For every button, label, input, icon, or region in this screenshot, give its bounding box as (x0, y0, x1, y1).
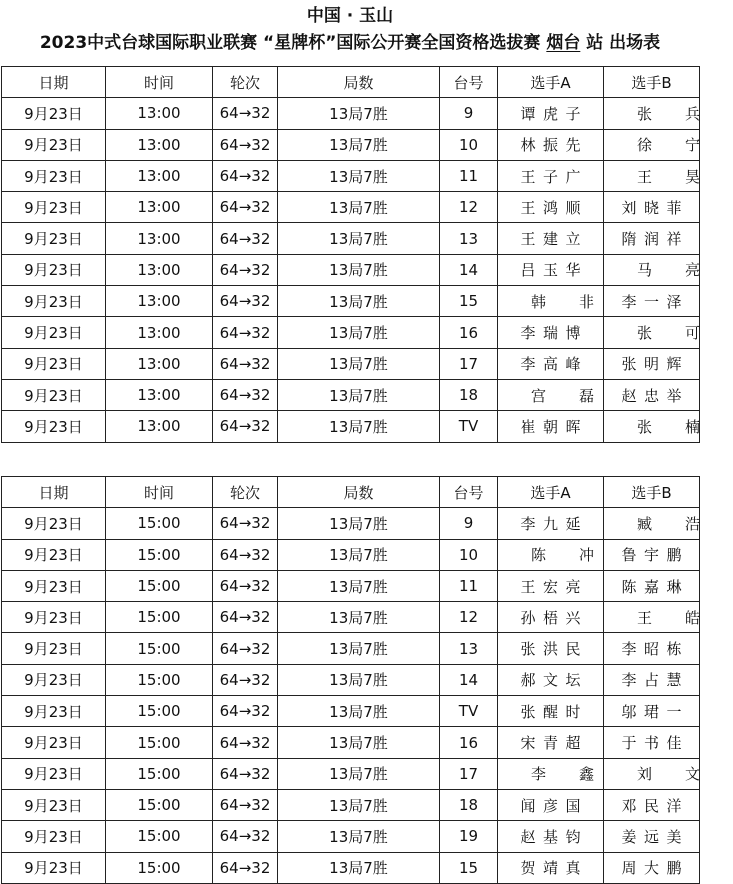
table-number-cell: 12 (440, 602, 498, 633)
table-number-cell: 13 (440, 633, 498, 664)
header-date: 日期 (2, 477, 106, 508)
player-b-cell: 马亮 (604, 254, 700, 285)
player-b-cell: 邬珺一 (604, 696, 700, 727)
date-cell: 9月23日 (2, 411, 106, 442)
table-row (2, 758, 700, 789)
table-row (2, 98, 700, 129)
player-a-cell: 王建立 (498, 223, 604, 254)
round-cell: 64→32 (213, 821, 278, 852)
table-number-cell: 10 (440, 539, 498, 570)
player-a-cell: 林振先 (498, 129, 604, 160)
date-cell: 9月23日 (2, 696, 106, 727)
round-cell: 64→32 (213, 664, 278, 695)
time-cell: 15:00 (106, 727, 213, 758)
frames-cell: 13局7胜 (278, 821, 440, 852)
frames-cell: 13局7胜 (278, 570, 440, 601)
player-b-cell: 李占慧 (604, 664, 700, 695)
schedule-table-session-2 (1, 476, 733, 884)
time-cell: 13:00 (106, 160, 213, 191)
date-cell: 9月23日 (2, 758, 106, 789)
date-cell: 9月23日 (2, 317, 106, 348)
table-body (2, 508, 733, 884)
time-cell: 13:00 (106, 286, 213, 317)
table-number-cell: 10 (440, 129, 498, 160)
player-a-cell: 陈冲 (498, 539, 604, 570)
table-row (2, 696, 700, 727)
header-player-a: 选手A (498, 67, 604, 98)
time-cell: 13:00 (106, 379, 213, 410)
round-cell: 64→32 (213, 160, 278, 191)
table-row (2, 411, 700, 442)
table-row (2, 223, 700, 254)
table-row (2, 727, 700, 758)
frames-cell: 13局7胜 (278, 758, 440, 789)
date-cell: 9月23日 (2, 852, 106, 883)
player-a-cell: 李瑞博 (498, 317, 604, 348)
table-row (2, 570, 700, 601)
time-cell: 13:00 (106, 411, 213, 442)
player-b-cell: 刘文 (604, 758, 700, 789)
table-row (2, 821, 700, 852)
table-number-cell: 16 (440, 727, 498, 758)
header-time: 时间 (106, 67, 213, 98)
round-cell: 64→32 (213, 633, 278, 664)
round-cell: 64→32 (213, 727, 278, 758)
frames-cell: 13局7胜 (278, 727, 440, 758)
round-cell: 64→32 (213, 317, 278, 348)
table-row (2, 602, 700, 633)
player-b-cell: 邓民洋 (604, 789, 700, 820)
frames-cell: 13局7胜 (278, 852, 440, 883)
player-a-cell: 孙梧兴 (498, 602, 604, 633)
player-a-cell: 张洪民 (498, 633, 604, 664)
player-b-cell: 王皓 (604, 602, 700, 633)
player-b-cell: 姜远美 (604, 821, 700, 852)
frames-cell: 13局7胜 (278, 254, 440, 285)
date-cell: 9月23日 (2, 160, 106, 191)
table-row (2, 379, 700, 410)
frames-cell: 13局7胜 (278, 317, 440, 348)
schedule-table-session-1 (1, 66, 733, 443)
table-number-cell: 17 (440, 758, 498, 789)
table-number-cell: TV (440, 696, 498, 727)
player-a-cell: 李九延 (498, 508, 604, 539)
time-cell: 13:00 (106, 348, 213, 379)
table-row (2, 633, 700, 664)
round-cell: 64→32 (213, 696, 278, 727)
table-header-row (2, 477, 700, 508)
frames-cell: 13局7胜 (278, 160, 440, 191)
time-cell: 15:00 (106, 696, 213, 727)
player-a-cell: 王子广 (498, 160, 604, 191)
table-body (2, 98, 733, 442)
table-row (2, 317, 700, 348)
date-cell: 9月23日 (2, 129, 106, 160)
table-number-cell: 9 (440, 98, 498, 129)
frames-cell: 13局7胜 (278, 223, 440, 254)
header-frames: 局数 (278, 477, 440, 508)
time-cell: 15:00 (106, 633, 213, 664)
table-row (2, 129, 700, 160)
table-row (2, 664, 700, 695)
date-cell: 9月23日 (2, 727, 106, 758)
player-b-cell: 王昊 (604, 160, 700, 191)
player-b-cell: 李昭栋 (604, 633, 700, 664)
player-a-cell: 郝文坛 (498, 664, 604, 695)
table-number-cell: 14 (440, 254, 498, 285)
player-b-cell: 张明辉 (604, 348, 700, 379)
date-cell: 9月23日 (2, 821, 106, 852)
header-time: 时间 (106, 477, 213, 508)
round-cell: 64→32 (213, 379, 278, 410)
table-number-cell: 11 (440, 160, 498, 191)
date-cell: 9月23日 (2, 192, 106, 223)
header-frames: 局数 (278, 67, 440, 98)
round-cell: 64→32 (213, 508, 278, 539)
player-a-cell: 谭虎子 (498, 98, 604, 129)
frames-cell: 13局7胜 (278, 348, 440, 379)
title-suffix: 站 出场表 (580, 33, 661, 53)
header-player-b: 选手B (604, 477, 700, 508)
player-b-cell: 鲁宇鹏 (604, 539, 700, 570)
round-cell: 64→32 (213, 789, 278, 820)
table-number-cell: 12 (440, 192, 498, 223)
frames-cell: 13局7胜 (278, 539, 440, 570)
player-a-cell: 韩非 (498, 286, 604, 317)
table-number-cell: 11 (440, 570, 498, 601)
round-cell: 64→32 (213, 192, 278, 223)
title-prefix: 2023中式台球国际职业联赛 “星牌杯”国际公开赛全国资格选拔赛 (39, 33, 547, 53)
table-header-row (2, 67, 700, 98)
time-cell: 13:00 (106, 317, 213, 348)
time-cell: 15:00 (106, 508, 213, 539)
round-cell: 64→32 (213, 129, 278, 160)
player-b-cell: 李一泽 (604, 286, 700, 317)
date-cell: 9月23日 (2, 789, 106, 820)
table-number-cell: 19 (440, 821, 498, 852)
player-a-cell: 王宏亮 (498, 570, 604, 601)
header-table-number: 台号 (440, 477, 498, 508)
time-cell: 15:00 (106, 852, 213, 883)
header-round: 轮次 (213, 477, 278, 508)
date-cell: 9月23日 (2, 348, 106, 379)
table-number-cell: 18 (440, 789, 498, 820)
player-a-cell: 宋青超 (498, 727, 604, 758)
round-cell: 64→32 (213, 852, 278, 883)
player-a-cell: 宫磊 (498, 379, 604, 410)
table-number-cell: 17 (440, 348, 498, 379)
round-cell: 64→32 (213, 539, 278, 570)
date-cell: 9月23日 (2, 539, 106, 570)
frames-cell: 13局7胜 (278, 602, 440, 633)
table-row (2, 539, 700, 570)
date-cell: 9月23日 (2, 98, 106, 129)
round-cell: 64→32 (213, 348, 278, 379)
time-cell: 13:00 (106, 98, 213, 129)
round-cell: 64→32 (213, 223, 278, 254)
time-cell: 15:00 (106, 821, 213, 852)
player-b-cell: 周大鹏 (604, 852, 700, 883)
time-cell: 13:00 (106, 192, 213, 223)
table-number-cell: TV (440, 411, 498, 442)
player-a-cell: 闻彦国 (498, 789, 604, 820)
table-row (2, 254, 700, 285)
date-cell: 9月23日 (2, 633, 106, 664)
header-date: 日期 (2, 67, 106, 98)
player-b-cell: 于书佳 (604, 727, 700, 758)
time-cell: 13:00 (106, 223, 213, 254)
table-row (2, 789, 700, 820)
table-number-cell: 14 (440, 664, 498, 695)
player-a-cell: 李高峰 (498, 348, 604, 379)
table-row (2, 348, 700, 379)
date-cell: 9月23日 (2, 379, 106, 410)
round-cell: 64→32 (213, 98, 278, 129)
table-number-cell: 9 (440, 508, 498, 539)
table-number-cell: 15 (440, 286, 498, 317)
frames-cell: 13局7胜 (278, 508, 440, 539)
date-cell: 9月23日 (2, 254, 106, 285)
table-row (2, 286, 700, 317)
frames-cell: 13局7胜 (278, 789, 440, 820)
table-row (2, 852, 700, 883)
round-cell: 64→32 (213, 286, 278, 317)
table-number-cell: 16 (440, 317, 498, 348)
date-cell: 9月23日 (2, 508, 106, 539)
date-cell: 9月23日 (2, 602, 106, 633)
player-b-cell: 张兵 (604, 98, 700, 129)
frames-cell: 13局7胜 (278, 696, 440, 727)
round-cell: 64→32 (213, 602, 278, 633)
frames-cell: 13局7胜 (278, 664, 440, 695)
frames-cell: 13局7胜 (278, 379, 440, 410)
date-cell: 9月23日 (2, 286, 106, 317)
player-a-cell: 李鑫 (498, 758, 604, 789)
page-title-location: 中国 · 玉山 (306, 6, 394, 26)
time-cell: 15:00 (106, 602, 213, 633)
frames-cell: 13局7胜 (278, 192, 440, 223)
player-b-cell: 张可 (604, 317, 700, 348)
table-number-cell: 15 (440, 852, 498, 883)
player-a-cell: 张醒时 (498, 696, 604, 727)
time-cell: 15:00 (106, 570, 213, 601)
time-cell: 15:00 (106, 758, 213, 789)
time-cell: 15:00 (106, 789, 213, 820)
table-row (2, 192, 700, 223)
frames-cell: 13局7胜 (278, 633, 440, 664)
round-cell: 64→32 (213, 411, 278, 442)
round-cell: 64→32 (213, 758, 278, 789)
date-cell: 9月23日 (2, 570, 106, 601)
player-a-cell: 吕玉华 (498, 254, 604, 285)
header-player-a: 选手A (498, 477, 604, 508)
player-b-cell: 臧浩 (604, 508, 700, 539)
frames-cell: 13局7胜 (278, 411, 440, 442)
player-b-cell: 张楠 (604, 411, 700, 442)
table-row (2, 508, 700, 539)
time-cell: 15:00 (106, 664, 213, 695)
table-number-cell: 18 (440, 379, 498, 410)
player-b-cell: 陈嘉琳 (604, 570, 700, 601)
time-cell: 13:00 (106, 254, 213, 285)
player-b-cell: 徐宁 (604, 129, 700, 160)
header-table-number: 台号 (440, 67, 498, 98)
player-b-cell: 刘晓菲 (604, 192, 700, 223)
date-cell: 9月23日 (2, 664, 106, 695)
player-a-cell: 赵基钧 (498, 821, 604, 852)
date-cell: 9月23日 (2, 223, 106, 254)
round-cell: 64→32 (213, 570, 278, 601)
player-a-cell: 崔朝晖 (498, 411, 604, 442)
player-a-cell: 王鸿顺 (498, 192, 604, 223)
frames-cell: 13局7胜 (278, 286, 440, 317)
time-cell: 15:00 (106, 539, 213, 570)
header-player-b: 选手B (604, 67, 700, 98)
time-cell: 13:00 (106, 129, 213, 160)
frames-cell: 13局7胜 (278, 129, 440, 160)
title-city: 烟台 (546, 33, 581, 53)
table-row (2, 160, 700, 191)
player-b-cell: 赵忠举 (604, 379, 700, 410)
player-a-cell: 贺靖真 (498, 852, 604, 883)
frames-cell: 13局7胜 (278, 98, 440, 129)
round-cell: 64→32 (213, 254, 278, 285)
player-b-cell: 隋润祥 (604, 223, 700, 254)
table-number-cell: 13 (440, 223, 498, 254)
page-title (0, 30, 700, 56)
header-round: 轮次 (213, 67, 278, 98)
